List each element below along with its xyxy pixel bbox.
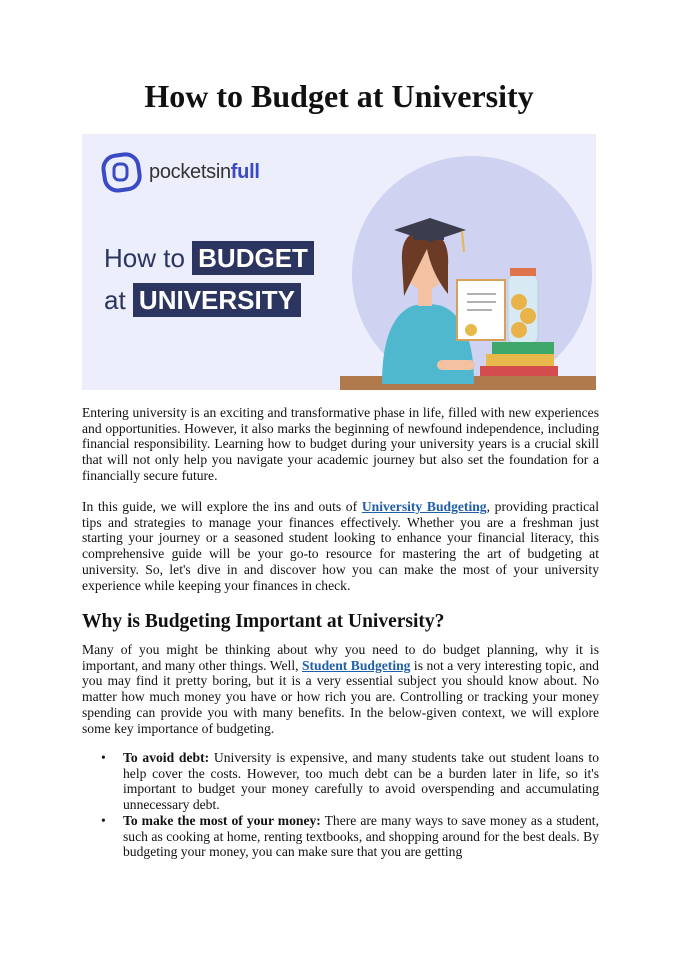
hero-line-1: How to (104, 243, 185, 273)
list-item (98, 813, 599, 860)
intro-paragraph-2 (82, 499, 599, 593)
bullet-marker: • (101, 750, 106, 765)
brand-wordmark (149, 161, 260, 184)
list-item-heading: To make the most of your money: (123, 812, 321, 828)
brand-word-pockets: pockets (149, 161, 216, 183)
brand-word-full: full (230, 161, 260, 183)
intro-paragraph-1: Entering university is an exciting and transformative phase in life, filled with new experiences and opportunities. However, it also marks the beginning of newfound independence, including financial responsibility. Learning how to budget during your university years is a crucial skill that will not only help you navigate your academic journey but also set the foundation for a financially secure future. (82, 405, 599, 483)
student-budgeting-link[interactable]: Student Budgeting (301, 657, 411, 673)
hero-tag-budget: BUDGET (192, 241, 314, 275)
section-text-b: is not a very interesting topic, and you may find it pretty boring, but it is a very essential subject you should know about. No matter how much money you have or how rich you are. Controlling or tracking your money spending can provide you with many benefits. In the below-given context, we will explore some key importance of budgeting. (82, 657, 599, 736)
university-budgeting-link[interactable]: University Budgeting (361, 499, 487, 514)
brand-word-in: in (215, 161, 231, 183)
hero-tag-university: UNIVERSITY (133, 283, 301, 317)
section-paragraph (82, 642, 599, 736)
pocketsinfull-logo-icon (102, 153, 142, 193)
hero-line-2: at (104, 285, 126, 315)
list-item-heading: To avoid debt: (123, 750, 210, 765)
section-heading: Why is Budgeting Important at University? (82, 611, 445, 632)
bullet-marker: • (101, 812, 106, 828)
section-text-a: Many of you might be thinking about why you need to do budget planning, why it is important, and many other things. Well, (82, 642, 599, 673)
banner-headline (104, 237, 314, 321)
list-item (98, 750, 599, 813)
intro-p2-text-a: In this guide, we will explore the ins and outs of (82, 499, 362, 514)
list-item-text: There are many ways to save money as a student, such as cooking at home, renting textbooks, and shopping around for the best deals. By budgeting your money, you can make sure that you are getting (123, 812, 599, 860)
list-item-text: University is expensive, and many students take out student loans to help cover the costs. However, too much debt can be a burden later in life, so it's important to budget your money carefully to avoid overspending and accumulating unnecessary debt. (123, 750, 599, 813)
benefits-list (98, 750, 599, 860)
page-title: How to Budget at University (144, 78, 534, 114)
intro-p2-text-b: , providing practical tips and strategies to manage your finances effectively. Whether you are a freshman just starting your journey or a seasoned student looking to enhance your financial literacy, this comprehensive guide will be your go-to resource for mastering the art of budgeting at university. So, let's dive in and discover how you can make the most of your university experience while keeping your finances in check. (82, 499, 599, 593)
header-banner-image (82, 134, 596, 390)
